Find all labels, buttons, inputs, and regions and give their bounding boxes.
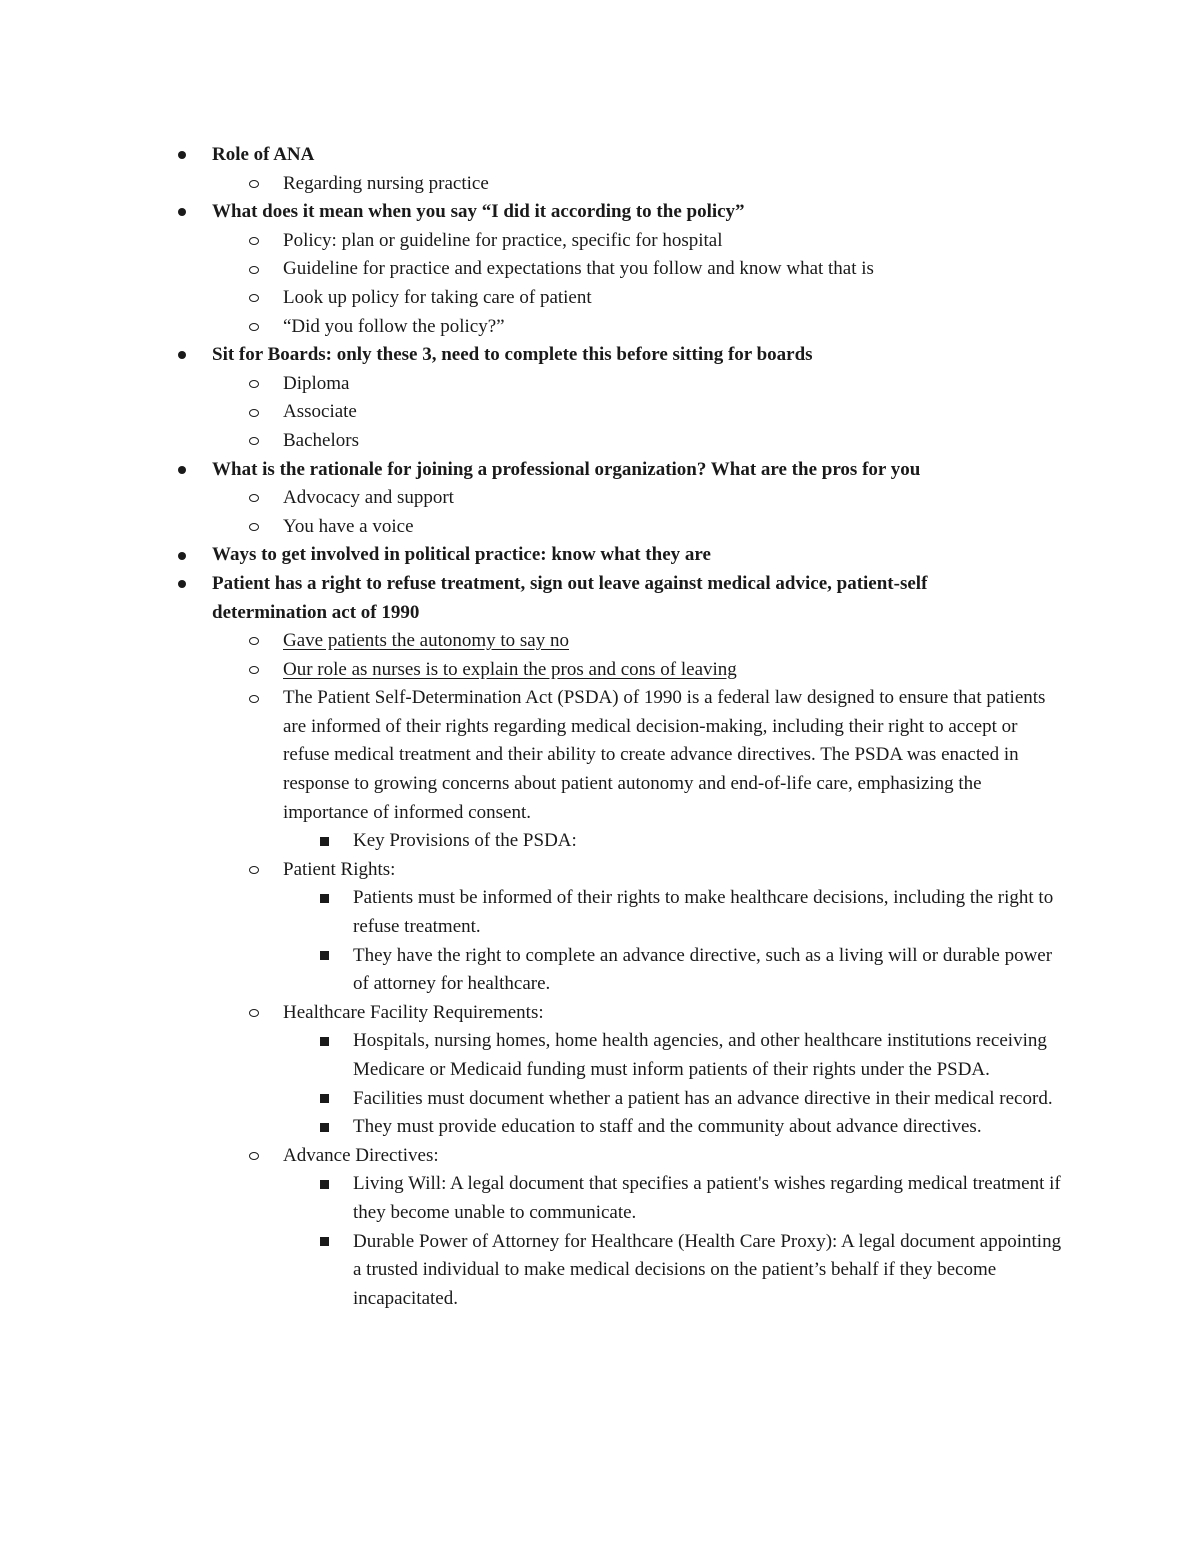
outline-item-text: Durable Power of Attorney for Healthcare (Health Care Proxy): A legal document appointing a trusted individual to make medical decisions on the patient’s behalf if they become incapacitated. <box>353 1230 1062 1309</box>
outline-item-text: Policy: plan or guideline for practice, specific for hospital <box>283 229 723 251</box>
outline-item-level-2 <box>0 684 1063 827</box>
outline-item-level-2 <box>0 856 1063 885</box>
outline-item-text: Living Will: A legal document that specifies a patient's wishes regarding medical treatment if they become unable to communicate. <box>353 1173 1061 1223</box>
outline-item-level-2 <box>0 255 1063 284</box>
bullet-disc-icon <box>174 456 190 485</box>
bullet-square-icon <box>316 1113 332 1142</box>
outline-item-level-1 <box>0 456 1042 485</box>
bullet-circle-icon <box>246 313 262 342</box>
outline-item-text: What is the rationale for joining a professional organization? What are the pros for you <box>212 458 921 480</box>
bullet-circle-icon <box>246 627 262 656</box>
outline-item-level-3 <box>0 827 1063 856</box>
outline-item-text: Healthcare Facility Requirements: <box>283 1001 544 1023</box>
bullet-disc-icon <box>174 198 190 227</box>
outline-item-text: Patients must be informed of their rights to make healthcare decisions, including the right to refuse treatment. <box>353 887 1054 938</box>
notes-outline <box>0 141 1200 1313</box>
outline-item-text: Patient Rights: <box>283 858 396 880</box>
outline-item-text: Role of ANA <box>212 144 315 165</box>
outline-item-text: What does it mean when you say “I did it according to the policy” <box>212 201 745 223</box>
outline-item-level-2 <box>0 484 1063 513</box>
outline-item-level-2 <box>0 513 1063 542</box>
outline-item-level-3 <box>0 1228 1063 1314</box>
bullet-circle-icon <box>246 1142 262 1171</box>
bullet-square-icon <box>316 884 332 913</box>
outline-item-text: They have the right to complete an advance directive, such as a living will or durable power of attorney for healthcare. <box>353 944 1053 995</box>
outline-item-level-1 <box>0 541 1042 570</box>
outline-item-level-3 <box>0 884 1063 941</box>
bullet-square-icon <box>316 827 332 856</box>
bullet-circle-icon <box>246 227 262 256</box>
outline-item-level-1 <box>0 570 1042 627</box>
outline-item-level-2 <box>0 370 1063 399</box>
bullet-circle-icon <box>246 684 262 713</box>
bullet-circle-icon <box>246 513 262 542</box>
outline-item-text: Key Provisions of the PSDA: <box>353 830 577 852</box>
outline-item-text: Our role as nurses is to explain the pros and cons of leaving <box>283 658 737 680</box>
outline-item-text: Hospitals, nursing homes, home health agencies, and other healthcare institutions receiving Medicare or Medicaid funding must inform patients of their rights under the PSDA. <box>353 1030 1047 1080</box>
outline-item-level-2 <box>0 227 1063 256</box>
bullet-circle-icon <box>246 656 262 685</box>
outline-item-text: Diploma <box>283 372 350 394</box>
outline-item-level-2 <box>0 427 1063 456</box>
bullet-disc-icon <box>174 141 190 170</box>
bullet-circle-icon <box>246 484 262 513</box>
outline-item-level-3 <box>0 1027 1063 1084</box>
bullet-disc-icon <box>174 570 190 599</box>
outline-item-level-3 <box>0 1113 1063 1142</box>
outline-item-text: Advance Directives: <box>283 1144 439 1166</box>
outline-item-level-3 <box>0 1085 1063 1114</box>
outline-item-level-2 <box>0 398 1063 427</box>
bullet-square-icon <box>316 1170 332 1199</box>
outline-item-level-2 <box>0 656 1063 685</box>
bullet-circle-icon <box>246 370 262 399</box>
bullet-circle-icon <box>246 999 262 1028</box>
outline-item-level-2 <box>0 313 1063 342</box>
outline-item-text: Bachelors <box>283 429 359 451</box>
bullet-circle-icon <box>246 284 262 313</box>
bullet-circle-icon <box>246 398 262 427</box>
outline-item-level-2 <box>0 170 1063 199</box>
bullet-circle-icon <box>246 255 262 284</box>
outline-item-level-2 <box>0 1142 1063 1171</box>
outline-item-text: Regarding nursing practice <box>283 172 489 194</box>
outline-item-level-2 <box>0 627 1063 656</box>
outline-item-text: Gave patients the autonomy to say no <box>283 630 569 652</box>
outline-item-level-3 <box>0 1170 1063 1227</box>
bullet-square-icon <box>316 1085 332 1114</box>
outline-item-text: They must provide education to staff and the community about advance directives. <box>353 1116 982 1138</box>
bullet-square-icon <box>316 942 332 971</box>
outline-item-level-3 <box>0 942 1063 999</box>
outline-item-text: Look up policy for taking care of patient <box>283 286 592 308</box>
bullet-disc-icon <box>174 541 190 570</box>
outline-item-text: The Patient Self-Determination Act (PSDA) of 1990 is a federal law designed to ensure that patients are informed of their rights regarding medical decision-making, including their right to accept or refuse medical treatment and their ability to create advance directives. The PSDA was enacted in response to growing concerns about patient autonomy and end-of-life care, emphasizing the importance of informed consent. <box>283 687 1046 823</box>
outline-item-text: Guideline for practice and expectations that you follow and know what that is <box>283 258 874 280</box>
bullet-circle-icon <box>246 856 262 885</box>
outline-item-text: Patient has a right to refuse treatment, sign out leave against medical advice, patient-self determination act of 1990 <box>212 572 928 623</box>
outline-item-text: You have a voice <box>283 515 414 537</box>
outline-item-level-1 <box>0 341 1042 370</box>
outline-item-text: “Did you follow the policy?” <box>283 315 505 337</box>
outline-item-level-2 <box>0 999 1063 1028</box>
outline-item-text: Associate <box>283 401 357 423</box>
outline-item-level-1 <box>0 198 1042 227</box>
bullet-disc-icon <box>174 341 190 370</box>
bullet-circle-icon <box>246 170 262 199</box>
bullet-circle-icon <box>246 427 262 456</box>
outline-item-text: Facilities must document whether a patient has an advance directive in their medical record. <box>353 1087 1053 1109</box>
bullet-square-icon <box>316 1228 332 1257</box>
outline-item-level-2 <box>0 284 1063 313</box>
outline-item-text: Advocacy and support <box>283 487 454 509</box>
outline-item-level-1 <box>0 141 1042 170</box>
bullet-square-icon <box>316 1027 332 1056</box>
outline-item-text: Ways to get involved in political practice: know what they are <box>212 544 711 566</box>
outline-item-text: Sit for Boards: only these 3, need to complete this before sitting for boards <box>212 344 813 366</box>
